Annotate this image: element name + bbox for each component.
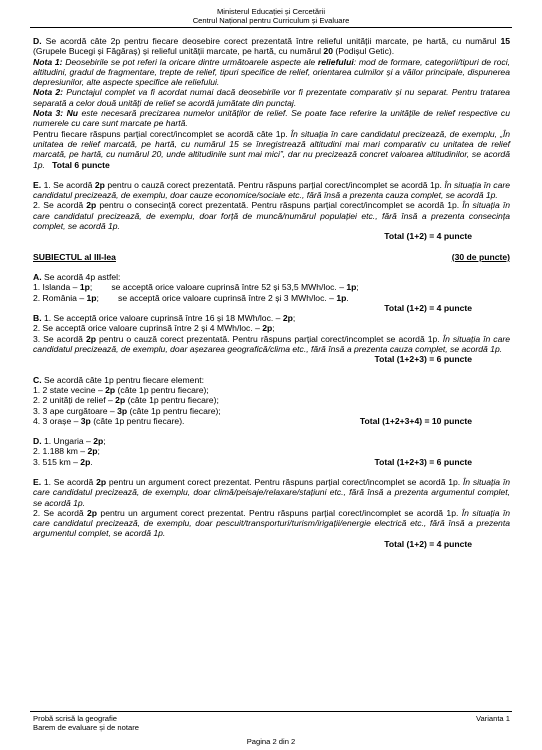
- subject-3-d-line-3: 3. 515 km – 2p.: [33, 456, 93, 467]
- section-d-note-1: Nota 1: Deosebirile se pot referi la oricare dintre următoarele aspecte ale reliefului: mod de formare, categorii/tipuri de roci, altitudini, gradul de fragmentare, trepte de relief, tipuri specifice de relief, orientarea culmilor și a văilor principale, dispunerea depresiunilor, alte aspecte specifice ale reliefului.: [33, 56, 511, 88]
- subject-3-e-total: Total (1+2) = 4 puncte: [384, 538, 472, 549]
- subject-3-d-line-3-row: [33, 457, 510, 467]
- subject-3-heading: [33, 252, 510, 262]
- subject-3-c-intro: C. Se acordă câte 1p pentru fiecare element:: [33, 374, 205, 385]
- page-header: [0, 7, 542, 25]
- section-d-statement: D. Se acordă câte 2p pentru fiecare deosebire corect prezentată între relieful unității marcate, pe hartă, cu numărul 15 (Grupele Bucegi și Făgăraș) și relieful unității marcate, pe hartă, cu numărul 20 (Podișul Getic).: [33, 36, 510, 57]
- subject-3-c-line-4: 4. 3 orașe – 3p (câte 1p pentru fiecare).: [33, 415, 185, 426]
- subject-3-points: (30 de puncte): [451, 251, 510, 262]
- footer-exam-name: Probă scrisă la geografie: [33, 714, 117, 723]
- page-content: [33, 36, 510, 549]
- subject-3-c-line-1: 1. 2 state vecine – 2p (câte 1p pentru fiecare);: [33, 384, 209, 395]
- subject-3-a-intro: A. Se acordă 4p astfel:: [33, 271, 121, 282]
- subject-3-a-total: Total (1+2) = 4 puncte: [384, 302, 472, 313]
- page-footer: [33, 714, 510, 732]
- subject-3-c-line-2: 2. 2 unități de relief – 2p (câte 1p pentru fiecare);: [33, 395, 219, 406]
- section-e-item-2: 2. Se acordă 2p pentru o consecință corect prezentată. Pentru răspuns parțial corect/incomplet se acordă 1p. În situația în care candidatul precizează, de exemplu, doar forță de muncă/numărul populației etc., fără însă a prezenta consecința complet, se acordă 1p.: [33, 200, 510, 232]
- ministry-name: Ministerul Educației și Cercetării: [216, 7, 326, 16]
- page-number: Pagina 2 din 2: [246, 737, 296, 746]
- footer-variant: Varianta 1: [475, 714, 510, 723]
- section-d-partial: Pentru fiecare răspuns parțial corect/incomplet se acordă câte 1p. În situația în care candidatul precizează, de exemplu, „În unitatea de relief marcată, pe hartă, cu numărul 15 se înregistrează altitudini mai mari comparativ cu unitatea de relief marcată, pe hartă, cu numărul 20, unde altitudinile sunt mai mici”, dar nu precizează concret valoarea altitudinilor, se acordă 1p. Total 6 puncte: [33, 128, 510, 170]
- subject-3-title: SUBIECTUL al III-lea: [33, 251, 116, 262]
- center-name: Centrul Național pentru Curriculum și Evaluare: [192, 16, 350, 25]
- subject-3-b-line-2: 2. Se acceptă orice valoare cuprinsă între 2 și 4 MWh/loc. – 2p;: [33, 323, 275, 334]
- subject-3-c-total: Total (1+2+3+4) = 10 puncte: [359, 415, 472, 426]
- section-d-note-3: Nota 3: Nu este necesară precizarea numelor unităților de relief. Se poate face referire la unitățile de relief respective cu numerele cu care sunt marcate pe hartă.: [33, 108, 510, 129]
- header-divider: [30, 27, 512, 28]
- subject-3-a-row-2: 2. România – 1p; se acceptă orice valoare cuprinsă între 2 și 3 MWh/loc. – 1p.: [33, 292, 349, 303]
- footer-divider: [30, 711, 512, 712]
- subject-3-d-line-2: 2. 1.188 km – 2p;: [33, 446, 100, 457]
- section-e-total: Total (1+2) = 4 puncte: [384, 231, 472, 242]
- subject-3-b-line-3: 3. Se acordă 2p pentru o cauză corect prezentată. Pentru răspuns parțial corect/incomplet se acordă 1p. În situația în care candidatul precizează, de exemplu, doar așezarea geografică/clima etc., fără însă a prezenta cauza complet, se acordă 1p.: [33, 333, 510, 355]
- subject-3-c-line-4-row: [33, 416, 510, 426]
- subject-3-e-line-2: 2. Se acordă 2p pentru un argument corect prezentat. Pentru răspuns parțial corect/incomplet se acordă 1p. În situația în care candidatul precizează, de exemplu, doar pescuit/transporturi/turism/irigații/energie electrică etc., fără însă a prezenta argumentul complet, se acordă 1p.: [33, 507, 510, 539]
- subject-3-b-total: Total (1+2+3) = 6 puncte: [374, 354, 472, 365]
- subject-3-d-line-1: D. 1. Ungaria – 2p;: [33, 436, 106, 447]
- subject-3-b-line-1: B. 1. Se acceptă orice valoare cuprinsă între 16 și 18 MWh/loc. – 2p;: [33, 313, 296, 324]
- subject-3-d-total: Total (1+2+3) = 6 puncte: [374, 456, 472, 467]
- footer-scheme-name: Barem de evaluare și de notare: [33, 723, 139, 732]
- subject-3-c-line-3: 3. 3 ape curgătoare – 3p (câte 1p pentru fiecare);: [33, 405, 221, 416]
- section-d-total: Total 6 puncte: [52, 159, 110, 170]
- subject-3-a-row-1: 1. Islanda – 1p; se acceptă orice valoare cuprinsă între 52 și 53,5 MWh/loc. – 1p;: [33, 282, 359, 293]
- section-d-note-2: Nota 2: Punctajul complet va fi acordat numai dacă deosebirile vor fi prezentate comparativ și nu separat. Pentru tratarea separată a celor două unități de relief se acordă jumătate din punctaj.: [33, 87, 510, 108]
- subject-3-e-line-1: E. 1. Se acordă 2p pentru un argument corect prezentat. Pentru răspuns parțial corect/incomplet se acordă 1p. În situația în care candidatul precizează, de exemplu, doar climă/peisaje/relaxare/stațiuni etc., fără însă a prezenta argumentul complet, se acordă 1p.: [33, 476, 510, 508]
- section-e-item-1: E. 1. Se acordă 2p pentru o cauză corect prezentată. Pentru răspuns parțial corect/incomplet se acordă 1p. În situația în care candidatul precizează, de exemplu, doar cauze economice/sociale etc., fără însă a prezenta cauza complet, se acordă 1p.: [33, 179, 510, 201]
